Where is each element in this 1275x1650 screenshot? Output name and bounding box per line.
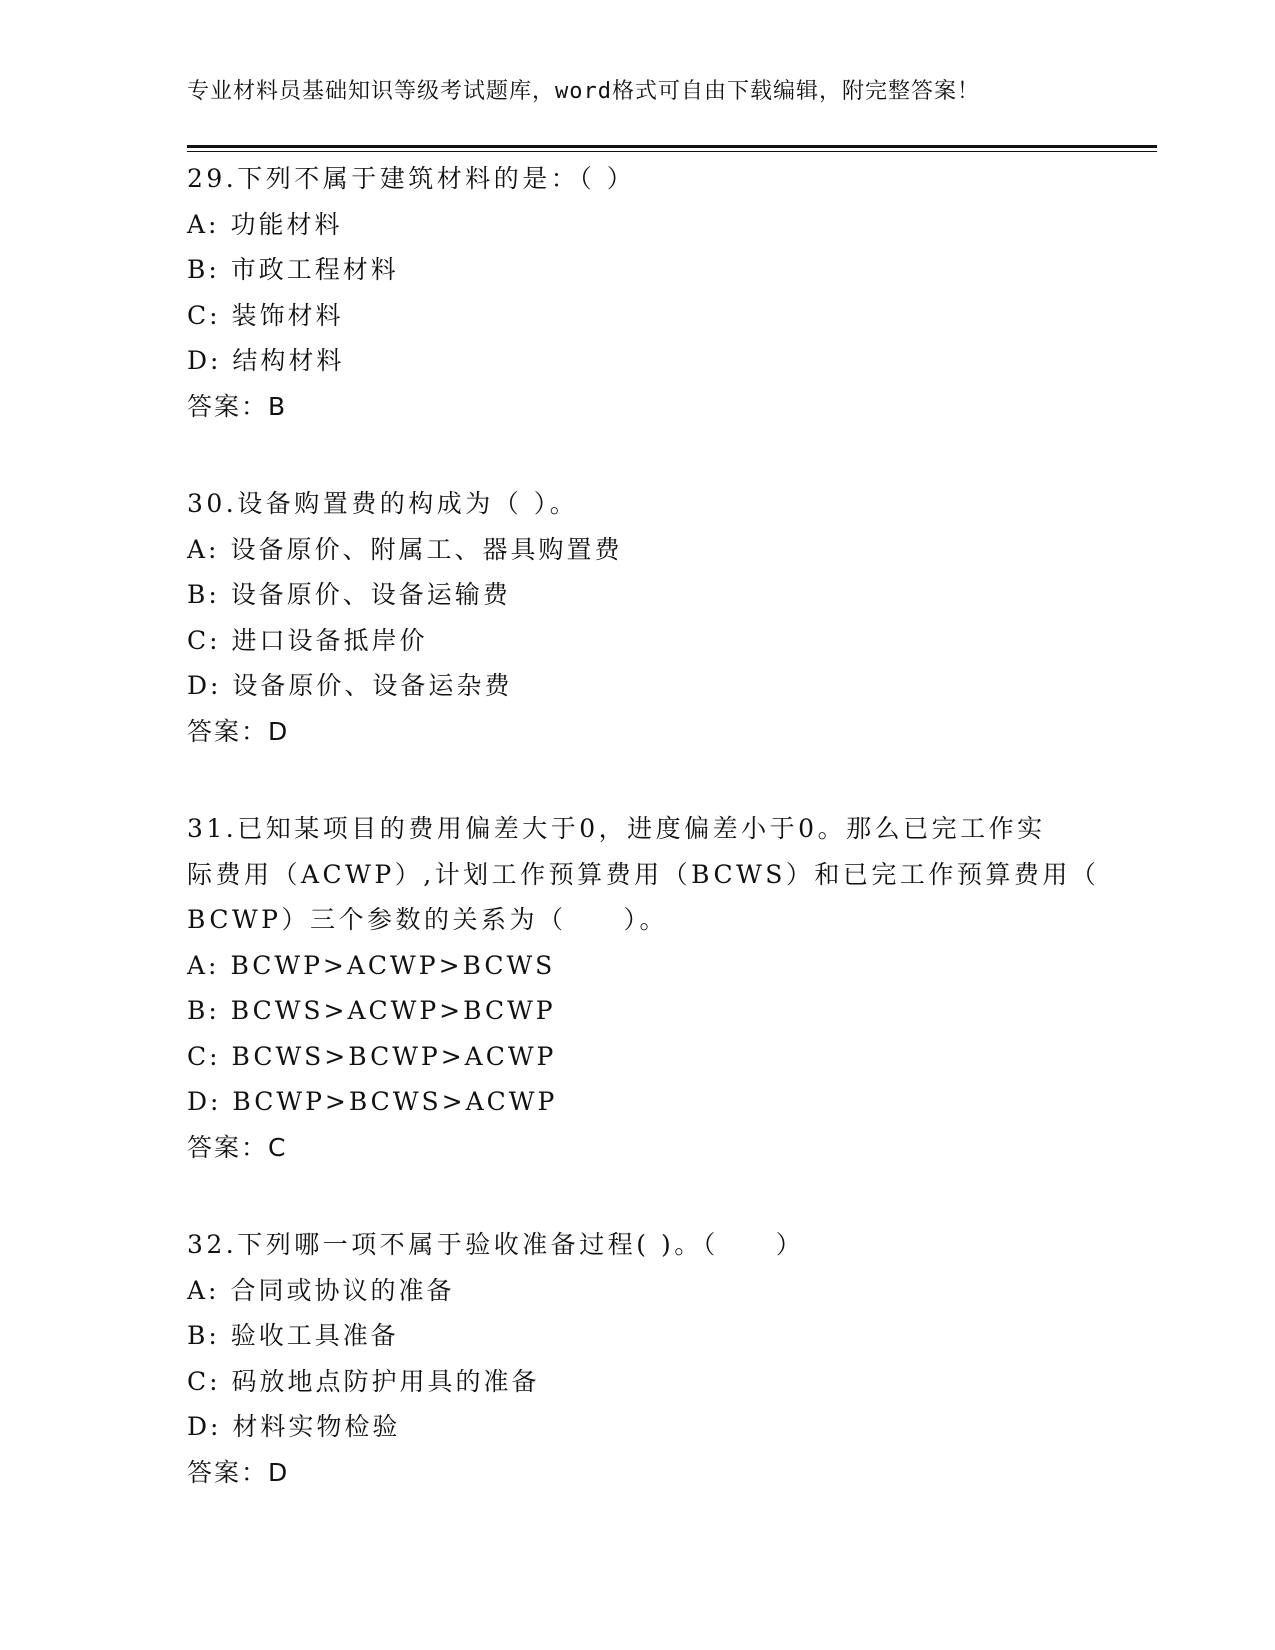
answer-label: 答案： [187,1457,269,1487]
option-text: BCWP>BCWS>ACWP [232,1087,558,1116]
option-text: 合同或协议的准备 [230,1275,455,1305]
header-rule-thick [187,145,1157,148]
option-text: BCWP>ACWP>BCWS [230,950,556,980]
option-a [187,943,1087,989]
option-letter: A: [187,1275,220,1305]
option-letter: B: [187,255,220,284]
option-a [187,527,1087,573]
option-letter: D: [187,671,222,700]
option-text: 装饰材料 [231,300,344,330]
option-letter: D: [187,346,222,375]
question-list [187,156,1100,1547]
option-text: 功能材料 [230,209,343,239]
option-letter: D: [187,1087,222,1116]
answer-line [187,384,1087,430]
header-rule-thin [187,151,1157,152]
option-letter: C: [187,625,221,655]
option-letter: C: [187,1366,221,1396]
option-b [187,988,1087,1034]
question-stem: 31.已知某项目的费用偏差大于0，进度偏差小于0。那么已完工作实 [187,814,1046,843]
option-text: 设备原价、设备运杂费 [232,671,513,700]
question-stem: 际费用（ACWP）,计划工作预算费用（BCWS）和已完工作预算费用（ [187,859,1100,889]
question-stem: 30.设备购置费的构成为（ ）。 [187,489,579,518]
answer-label: 答案： [187,1132,269,1162]
option-letter: B: [187,1321,220,1350]
answer-line [187,1450,1087,1496]
question-stem: BCWP）三个参数的关系为（ ）。 [187,905,668,934]
answer-value: B [268,391,288,421]
option-letter: D: [187,1412,222,1441]
option-text: 码放地点防护用具的准备 [231,1366,540,1396]
option-d [187,1404,1087,1450]
option-letter: A: [187,209,220,239]
option-text: 设备原价、设备运输费 [230,580,511,609]
option-letter: C: [187,300,221,330]
option-b [187,1313,1087,1359]
option-b [187,572,1087,618]
option-letter: C: [187,1041,221,1071]
option-c [187,1034,1087,1080]
answer-label: 答案： [187,391,269,421]
answer-value: C [268,1132,288,1162]
question-29 [187,156,1087,429]
page-header: 专业材料员基础知识等级考试题库，word格式可自由下载编辑，附完整答案！ [187,79,980,104]
answer-value: D [268,716,290,746]
option-letter: B: [187,996,220,1025]
option-text: 设备原价、附属工、器具购置费 [230,534,623,564]
option-text: 材料实物检验 [232,1412,401,1441]
option-text: 验收工具准备 [230,1321,399,1350]
option-d [187,1079,1087,1125]
answer-line [187,709,1087,755]
option-a [187,202,1087,248]
option-letter: A: [187,950,220,980]
option-d [187,663,1087,709]
option-text: 进口设备抵岸价 [231,625,428,655]
answer-label: 答案： [187,716,269,746]
answer-value: D [268,1457,290,1487]
option-letter: A: [187,534,220,564]
option-d [187,338,1087,384]
option-letter: B: [187,580,220,609]
option-text: BCWS>ACWP>BCWP [230,996,556,1025]
option-c [187,1359,1087,1405]
option-a [187,1268,1087,1314]
option-text: 结构材料 [232,346,345,375]
option-c [187,618,1087,664]
option-text: 市政工程材料 [230,255,399,284]
question-stem: 32.下列哪一项不属于验收准备过程( )。（ ） [187,1230,805,1259]
question-31 [187,806,1100,1170]
option-c [187,293,1087,339]
question-30 [187,481,1087,754]
question-32 [187,1222,1087,1495]
answer-line [187,1125,1087,1171]
option-b [187,247,1087,293]
option-text: BCWS>BCWP>ACWP [231,1041,557,1071]
question-stem: 29.下列不属于建筑材料的是：（ ） [187,164,636,193]
